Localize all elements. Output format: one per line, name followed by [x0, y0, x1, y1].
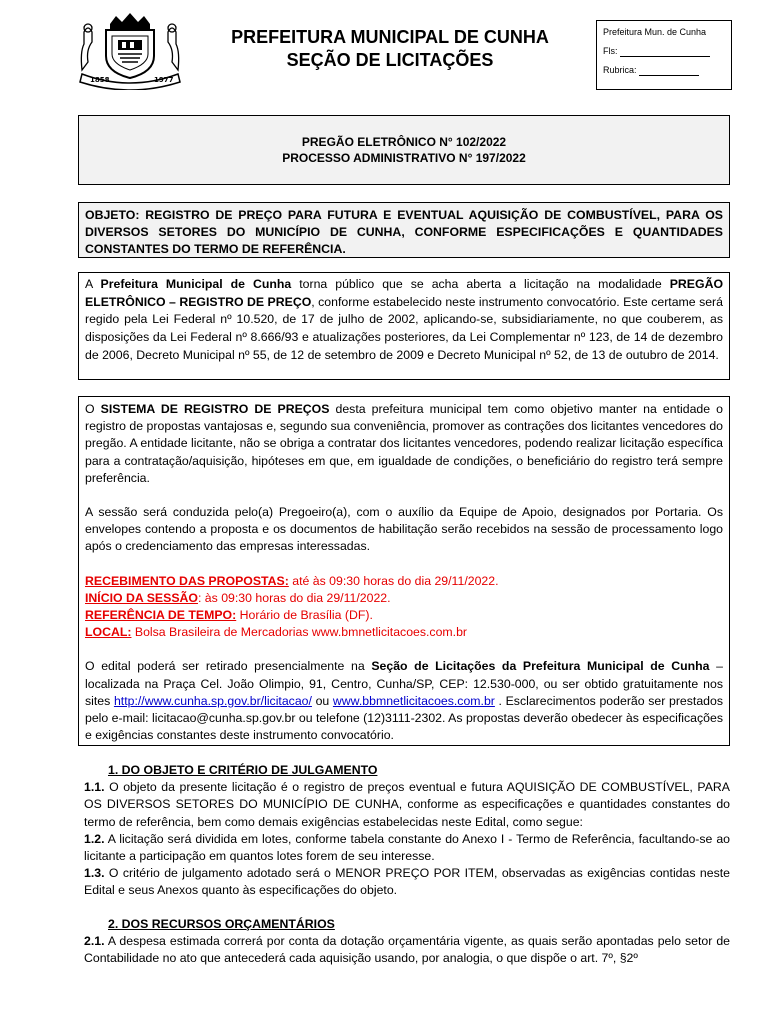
stamp-line1: Prefeitura Mun. de Cunha [603, 27, 707, 37]
crest-year-right: 1977 [154, 76, 174, 84]
header-title-line1: PREFEITURA MUNICIPAL DE CUNHA [231, 27, 549, 47]
header-title-line2: SEÇÃO DE LICITAÇÕES [286, 50, 494, 70]
item-1-2-number: 1.2. [84, 831, 105, 846]
section-1-item-2 [84, 831, 730, 865]
edital-secao: Seção de Licitações da Prefeitura Municipal de Cunha [371, 659, 710, 674]
receb-value: até às 09:30 horas do dia 29/11/2022. [288, 573, 499, 588]
edital-paragraph [85, 658, 723, 744]
edital-text-c: – localizada na Praça Cel. João Olimpio, 91, Centro, Cunha/SP, CEP: 12.530-000, ou ser obtido gratuitamente nos sites [85, 659, 723, 708]
item-1-3-text: O critério de julgamento adotado será o MENOR PREÇO POR ITEM, observadas as exigências contidas neste Edital e seus Anexos quanto às especificações do objeto. [84, 866, 730, 898]
edital-text-d: ou [311, 693, 333, 708]
section-2-title: 2. DOS RECURSOS ORÇAMENTÁRIOS [108, 917, 335, 931]
ref-value: Horário de Brasília (DF). [236, 608, 373, 623]
page-header-title [200, 26, 580, 72]
sistema-title: SISTEMA DE REGISTRO DE PREÇOS [100, 402, 330, 416]
section-1-item-1 [84, 779, 730, 831]
edital-text-a: O edital poderá ser retirado presencialmente na [85, 659, 372, 674]
edital-text-e: . Esclarecimentos poderão ser prestados pelo e-mail: licitacao@cunha.sp.gov.br ou telefone (12)3111-2302. As propostas deverão obedecer às especificações e exigências constantes deste instrumento convocatório. [85, 693, 723, 743]
intro-prefeitura: Prefeitura Municipal de Cunha [100, 277, 292, 291]
section-2-item-1 [84, 933, 730, 967]
crest-year-left: 1858 [90, 76, 110, 84]
intro-text-c: torna público que se acha aberta a licitação na modalidade [291, 277, 670, 291]
municipal-crest-icon [74, 10, 186, 90]
section-1-title: 1. DO OBJETO E CRITÉRIO DE JULGAMENTO [108, 763, 378, 777]
local-label: LOCAL: [85, 625, 132, 640]
stamp-fls-line [620, 56, 710, 57]
receb-label: RECEBIMENTO DAS PROPOSTAS: [85, 573, 289, 588]
intro-text-a: A [85, 277, 101, 291]
link-bbmnet[interactable]: www.bbmnetlicitacoes.com.br [332, 693, 495, 708]
ref-label: REFERÊNCIA DE TEMPO: [85, 608, 237, 623]
pregao-number: PREGÃO ELETRÔNICO N° 102/2022 [301, 135, 507, 149]
stamp-fls-label: Fls: [603, 46, 618, 56]
local-value: Bolsa Brasileira de Mercadorias www.bmnetlicitacoes.com.br [131, 625, 468, 640]
inicio-label: INÍCIO DA SESSÃO [85, 590, 198, 605]
stamp-rubrica-label: Rubrica: [603, 65, 637, 75]
item-1-3-number: 1.3. [84, 866, 105, 881]
main-info-box [78, 396, 730, 746]
sistema-paragraph [85, 401, 723, 487]
stamp-rubrica-line [639, 75, 699, 76]
item-1-1-text: O objeto da presente licitação é o registro de preços eventual e futura AQUISIÇÃO DE COMBUSTÍVEL, PARA OS DIVERSOS SETORES DO MUNICÍPIO DE CUNHA, conforme as especificações e quantidades constantes do termo de referência, bem como demais exigências estabelecidas neste Edital, como segue: [84, 780, 730, 829]
intro-modalidade: PREGÃO ELETRÔNICO – REGISTRO DE PREÇO [85, 277, 724, 309]
intro-text-e: , conforme estabelecido neste instrumento convocatório. Este certame será regido pela Lei Federal nº 10.520, de 17 de julho de 2002, aplicando-se, subsidiariamente, no que couberem, as disposições da Lei Federal nº 8.666/93 e atualizações posteriores, da Lei Complementar nº 123, de 14 de dezembro de 2006, Decreto Municipal nº 55, de 12 de setembro de 2009 e Decreto Municipal nº 52, de 13 de outubro de 2014. [85, 294, 723, 362]
folio-stamp-box [596, 20, 732, 90]
sistema-text-a: O [85, 402, 101, 416]
inicio-value: : às 09:30 horas do dia 29/11/2022. [197, 590, 391, 605]
pregao-info-box [78, 115, 730, 185]
sessao-paragraph: A sessão será conduzida pelo(a) Pregoeiro(a), com o auxílio da Equipe de Apoio, designados por Portaria. Os envelopes contendo a proposta e os documentos de habilitação serão recebidos na sessão de processamento logo após o credenciamento das empresas interessadas. [85, 505, 723, 554]
section-2 [84, 916, 730, 968]
section-1-item-3 [84, 865, 730, 899]
item-1-2-text: A licitação será dividida em lotes, conforme tabela constante do Anexo I - Termo de Referência, facultando-se ao licitante a participação em quantos lotes forem de seu interesse. [84, 831, 730, 864]
item-2-1-text: A despesa estimada correrá por conta da dotação orçamentária vigente, as quais serão apontadas pelo setor de Contabilidade no ato que antecederá cada aquisição usando, por analogia, o que dispõe o art. 7º, §2º [84, 934, 730, 966]
link-cunha-licitacao[interactable]: http://www.cunha.sp.gov.br/licitacao/ [113, 693, 312, 708]
intro-paragraph-box [78, 272, 730, 380]
objeto-box: OBJETO: REGISTRO DE PREÇO PARA FUTURA E EVENTUAL AQUISIÇÃO DE COMBUSTÍVEL, PARA OS DIVERSOS SETORES DO MUNICÍPIO DE CUNHA, CONFORME ESPECIFICAÇÕES E QUANTIDADES CONSTANTES DO TERMO DE REFERÊNCIA. [78, 202, 730, 258]
item-2-1-number: 2.1. [84, 934, 105, 949]
section-1 [84, 762, 730, 900]
item-1-1-number: 1.1. [84, 780, 105, 795]
sistema-text-c: desta prefeitura municipal tem como objetivo manter na entidade o registro de propostas vantajosas e, segundo sua conveniência, promover as contrações dos licitantes vencedores do pregão. A entidade licitante, não se obriga a contratar dos licitantes vencedores, podendo realizar licitação específica para a contratação/aquisição, hipóteses em que, em igualdade de condições, o beneficiário do registro terá sempre preferência. [85, 402, 724, 485]
datas-paragraph [85, 573, 723, 642]
processo-number: PROCESSO ADMINISTRATIVO N° 197/2022 [282, 151, 526, 165]
